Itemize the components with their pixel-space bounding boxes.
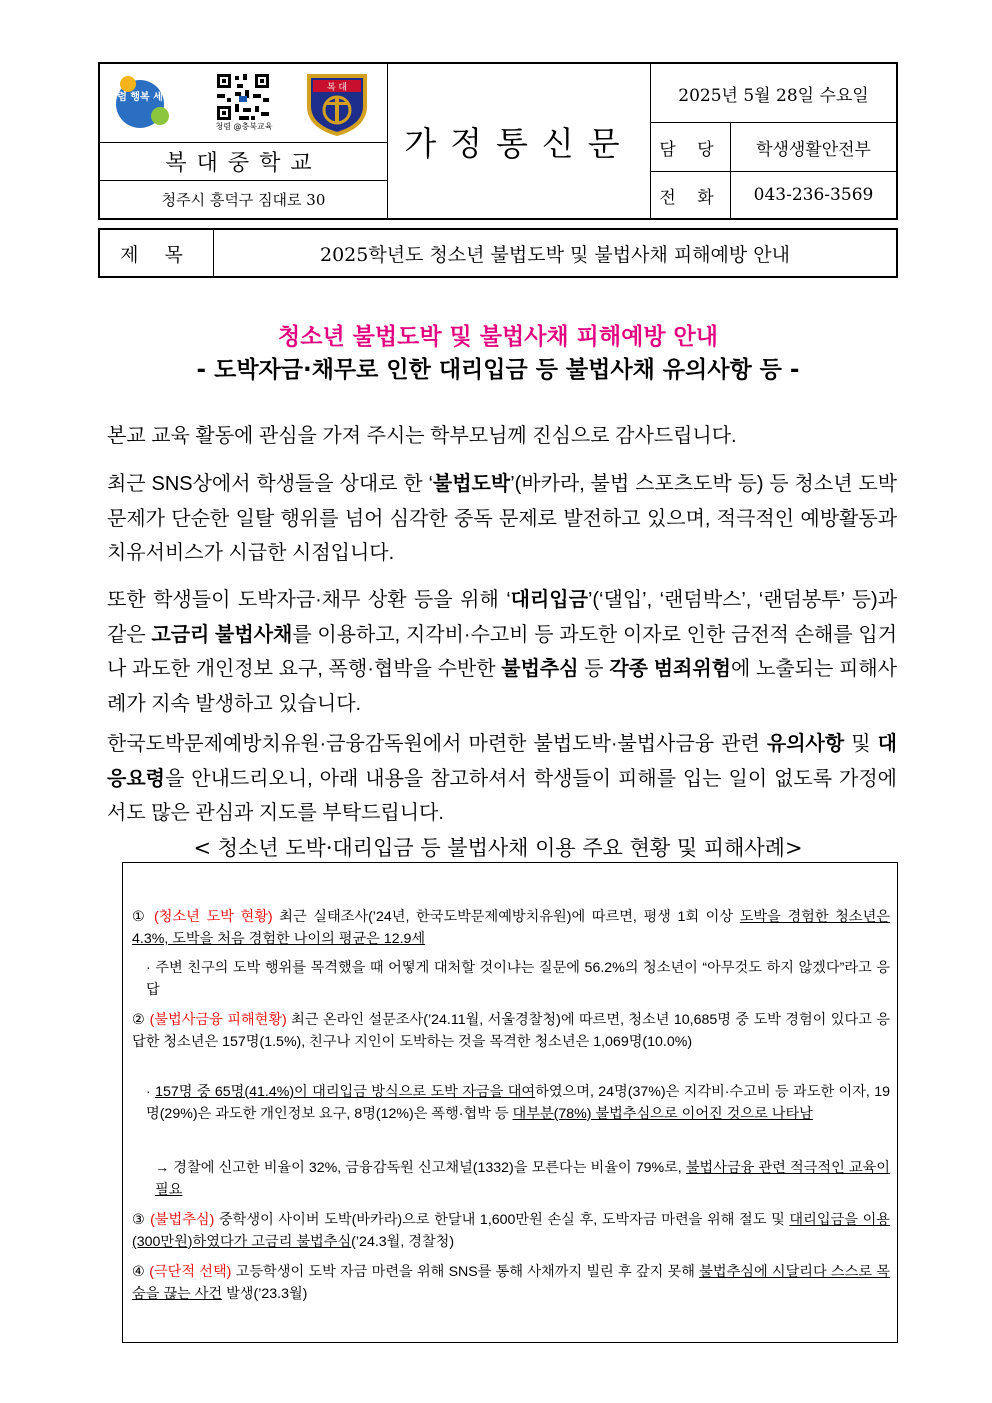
integrity-logo xyxy=(114,70,174,132)
case-item-1-sub: · 주변 친구의 도박 행위를 목격했을 때 어떻게 대처할 것이냐는 질문에 56.2%의 청소년이 “아무것도 하지 않겠다”라고 응답 xyxy=(146,960,890,998)
logo-text: 청렴 행복 세상 xyxy=(114,92,173,103)
case-item-2-arrow: → 경찰에 신고한 비율이 32%, 금융감독원 신고채널(1332)을 모른다는 비율이 79%로, 불법사금융 관련 적극적인 교육이 필요 xyxy=(155,1160,890,1198)
case-item-2-sub: · 157명 중 65명(41.4%)이 대리입금 방식으로 도박 자금을 대여하였으며, 24명(37%)은 지각비·수고비 등 과도한 이자, 19명(29%)은 과도한 개인정보 요구, 8명(12%)은 폭행·협박 등 대부분(78%) 불법추심으로 이어진 것으로 나타남 xyxy=(146,1084,891,1122)
paragraph-proxy-deposit: 또한 학생들이 도박자금·채무 상환 등을 위해 ‘대리입금’(‘댈입’, ‘랜덤박스’, ‘랜덤봉투’ 등)과 같은 고금리 불법사채를 이용하고, 지각비·수고비 등 과도한 이자로 인한 금전적 손해를 입거나 과도한 개인정보 요구, 폭행·협박을 수반한 불법추심 등 각종 범죄위험에 노출되는 피해사례가 지속 발생하고 있습니다. xyxy=(107,589,898,715)
issue-date: 2025년 5월 28일 수요일 xyxy=(678,85,869,106)
case-item-4: ④ (극단적 선택) 고등학생이 도박 자금 마련을 위해 SNS를 통해 사채까지 빌린 후 갚지 못해 불법추심에 시달리다 스스로 목숨을 끊는 사건 발생(’23.3월) xyxy=(132,1264,890,1302)
phone-label: 전 화 xyxy=(659,187,722,208)
qr-code-icon[interactable] xyxy=(215,72,271,122)
sub-heading: - 도박자금·채무로 인한 대리입금 등 불법사채 유의사항 등 - xyxy=(196,357,800,383)
dept-value: 학생생활안전부 xyxy=(756,139,871,160)
section-title: < 청소년 도박·대리입금 등 불법사채 이용 주요 현황 및 피해사례> xyxy=(193,836,803,860)
dept-label: 담 당 xyxy=(659,139,722,160)
main-heading: 청소년 불법도박 및 불법사채 피해예방 안내 xyxy=(278,324,718,350)
subject-text: 2025학년도 청소년 불법도박 및 불법사채 피해예방 안내 xyxy=(319,243,791,266)
shield-text: 복 대 xyxy=(326,83,348,93)
qr-caption: 청렴 @충북교육 xyxy=(215,122,273,131)
case-item-1: ① (청소년 도박 현황) 최근 실태조사(’24년, 한국도박문제예방치유원)에 따르면, 평생 1회 이상 도박을 경험한 청소년은 4.3%, 도박을 처음 경험한 나이의 평균은 12.9세 xyxy=(132,909,890,947)
paragraph-request: 한국도박문제예방치유원·금융감독원에서 마련한 불법도박·불법사금융 관련 유의사항 및 대응요령을 안내드리오니, 아래 내용을 참고하셔서 학생들이 피해를 입는 일이 없도록 가정에서도 많은 관심과 지도를 부탁드립니다. xyxy=(107,733,897,825)
paragraph-gambling: 최근 SNS상에서 학생들을 상대로 한 ‘불법도박’(바카라, 불법 스포츠도박 등) 등 청소년 도박 문제가 단순한 일탈 행위를 넘어 심각한 중독 문제로 발전하고 있으며, 적극적인 예방활동과 치유서비스가 시급한 시점입니다. xyxy=(107,473,897,565)
case-item-2: ② (불법사금융 피해현황) 최근 온라인 설문조사(’24.11월, 서울경찰청)에 따르면, 청소년 10,685명 중 도박 경험이 있다고 응답한 청소년은 157명(1.5%), 친구나 지인이 도박하는 것을 목격한 청소년은 1,069명(10.0%) xyxy=(132,1012,890,1050)
phone-value: 043-236-3569 xyxy=(753,185,874,205)
school-address: 청주시 흥덕구 짐대로 30 xyxy=(161,191,326,209)
school-name: 복대중학교 xyxy=(165,150,322,176)
paragraph-greeting: 본교 교육 활동에 관심을 가져 주시는 학부모님께 진심으로 감사드립니다. xyxy=(107,425,737,447)
school-emblem xyxy=(305,70,369,136)
subject-label: 제 목 xyxy=(120,243,193,266)
doc-title: 가정통신문 xyxy=(404,123,634,163)
case-item-3: ③ (불법추심) 중학생이 사이버 도박(바카라)으로 한달내 1,600만원 손실 후, 도박자금 마련을 위해 절도 및 대리입금을 이용(300만원)하였다가 고금리 불법추심(’24.3월, 경찰청) xyxy=(132,1212,890,1250)
